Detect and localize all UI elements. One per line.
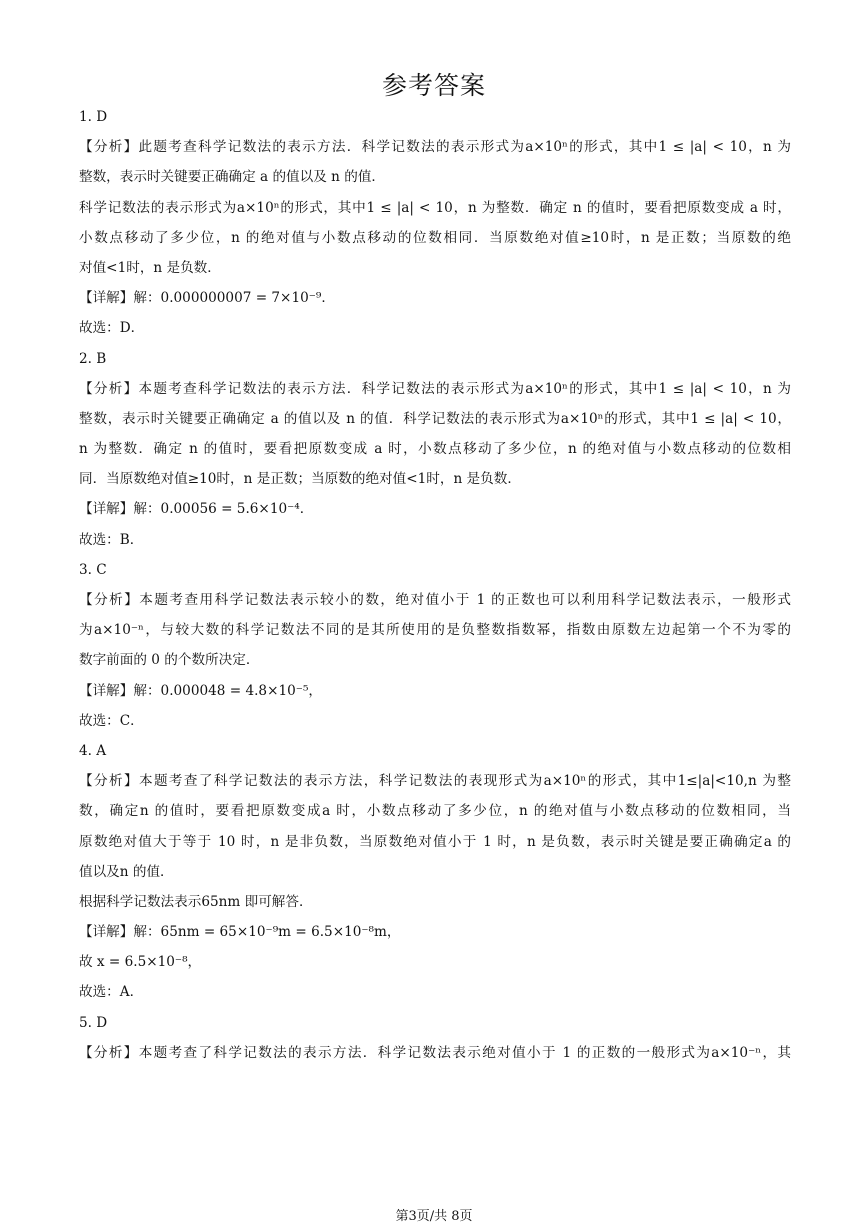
- text-line: n 为整数．确定 n 的值时，要看把原数变成 a 时，小数点移动了多少位，n 的绝对值与小数点移动的位数相: [79, 441, 791, 458]
- text-line: 原数绝对值大于等于 10 时，n 是非负数，当原数绝对值小于 1 时，n 是负数，表示时关键是要正确确定a 的: [79, 833, 791, 850]
- text-line: 【分析】本题考查了科学记数法的表示方法，科学记数法的表现形式为a×10ⁿ的形式，其中1≤|a|<10,n 为整: [79, 773, 791, 790]
- text-line: 【详解】解：0.000048 = 4.8×10⁻⁵，: [79, 682, 322, 699]
- text-line: 4. A: [79, 742, 107, 759]
- text-line: 【分析】本题考查科学记数法的表示方法．科学记数法的表示形式为a×10ⁿ的形式，其中1 ≤ |a| < 10，n 为: [79, 380, 791, 397]
- text-line: 值以及n 的值．: [79, 863, 174, 880]
- text-line: 【详解】解：65nm = 65×10⁻⁹m = 6.5×10⁻⁸m，: [79, 924, 401, 941]
- text-line: 对值<1时，n 是负数．: [79, 259, 221, 276]
- text-line: 2. B: [79, 350, 107, 367]
- text-line: 整数，表示时关键要正确确定 a 的值以及 n 的值．科学记数法的表示形式为a×10ⁿ的形式，其中1 ≤ |a| < 10，: [79, 410, 791, 427]
- text-line: 故 x = 6.5×10⁻⁸，: [79, 954, 202, 971]
- text-line: 整数，表示时关键要正确确定 a 的值以及 n 的值．: [79, 169, 386, 186]
- text-line: 【分析】本题考查用科学记数法表示较小的数，绝对值小于 1 的正数也可以利用科学记数法表示，一般形式: [79, 592, 791, 608]
- text-line: 3. C: [79, 561, 107, 578]
- text-line: 小数点移动了多少位，n 的绝对值与小数点移动的位数相同．当原数绝对值≥10时，n 是正数；当原数的绝: [79, 229, 791, 246]
- answer-content: [79, 102, 791, 1068]
- text-line: 数字前面的 0 的个数所决定．: [79, 652, 260, 669]
- text-line: 故选：D．: [79, 320, 145, 337]
- text-line: 【分析】此题考查科学记数法的表示方法．科学记数法的表示形式为a×10ⁿ的形式，其中1 ≤ |a| < 10，n 为: [79, 139, 791, 156]
- text-line: 故选：B．: [79, 531, 144, 548]
- text-line: 为a×10⁻ⁿ，与较大数的科学记数法不同的是其所使用的是负整数指数幂，指数由原数左边起第一个不为零的: [79, 622, 791, 639]
- text-line: 【分析】本题考查了科学记数法的表示方法．科学记数法表示绝对值小于 1 的正数的一般形式为a×10⁻ⁿ，其: [79, 1044, 791, 1061]
- page-footer: 第3页/共 8页: [395, 1209, 473, 1224]
- text-line: 科学记数法的表示形式为a×10ⁿ的形式，其中1 ≤ |a| < 10，n 为整数．确定 n 的值时，要看把原数变成 a 时，: [79, 199, 791, 216]
- text-line: 【详解】解：0.00056 = 5.6×10⁻⁴．: [79, 501, 314, 518]
- text-line: 故选：A．: [79, 984, 144, 1001]
- text-line: 故选：C．: [79, 712, 144, 729]
- text-line: 5. D: [79, 1014, 108, 1031]
- text-line: 1. D: [79, 109, 108, 125]
- page-title: 参考答案: [381, 71, 486, 100]
- text-line: 数，确定n 的值时，要看把原数变成a 时，小数点移动了多少位，n 的绝对值与小数点移动的位数相同，当: [79, 803, 791, 820]
- text-line: 【详解】解：0.000000007 = 7×10⁻⁹．: [79, 290, 335, 307]
- text-line: 同．当原数绝对值≥10时，n 是正数；当原数的绝对值<1时，n 是负数．: [79, 471, 521, 488]
- text-line: 根据科学记数法表示65nm 即可解答．: [79, 893, 313, 910]
